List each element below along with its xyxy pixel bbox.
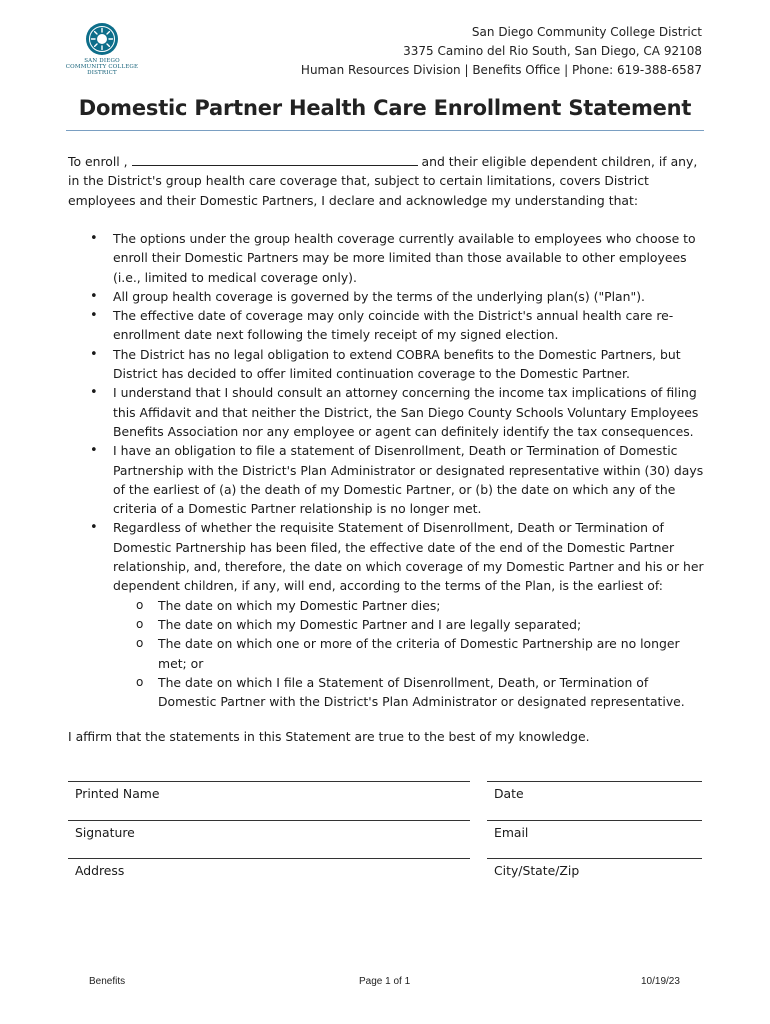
address-field[interactable]	[68, 858, 470, 859]
city-state-zip-label: City/State/Zip	[494, 863, 580, 878]
list-item-text: All group health coverage is governed by the terms of the underlying plan(s) ("Plan").	[113, 288, 645, 304]
address-label: Address	[75, 863, 125, 878]
email-field[interactable]	[487, 820, 702, 821]
sub-list-item-text: The date on which my Domestic Partner and I are legally separated;	[158, 616, 582, 632]
document-title: Domestic Partner Health Care Enrollment Statement	[78, 96, 692, 120]
logo-line: SAN DIEGO	[84, 58, 120, 64]
list-item	[68, 229, 708, 287]
printed-name-field[interactable]	[68, 781, 470, 782]
intro-suffix: and their eligible dependent children, if any, in the District's group health care coverage that, subject to certain limitations, covers District employees and their Domestic Partners, I declare and acknowledge my understanding that:	[68, 154, 698, 208]
logo-line: DISTRICT	[87, 70, 117, 76]
list-item-text: Regardless of whether the requisite Statement of Disenrollment, Death or Termination of Domestic Partnership has been filed, the effective date of the end of the Domestic Partner relationship, and, therefore, the date on which coverage of my Domestic Partner and his or her dependent children, if any, will end, according to the terms of the Plan, is the earliest of:	[113, 520, 704, 594]
sub-list-item	[113, 634, 708, 673]
district-address: 3375 Camino del Rio South, San Diego, CA 92108	[403, 44, 702, 58]
printed-name-label: Printed Name	[75, 786, 160, 801]
end-date-sublist	[113, 596, 708, 712]
sub-list-item-text: The date on which my Domestic Partner dies;	[158, 597, 441, 613]
title-divider	[66, 130, 704, 131]
list-item-text: The effective date of coverage may only coincide with the District's annual health care re-enrollment date next following the timely receipt of my signed election.	[113, 308, 674, 343]
signature-field[interactable]	[68, 820, 470, 821]
footer-department: Benefits	[89, 976, 126, 987]
intro-prefix: To enroll ,	[68, 154, 128, 169]
footer-date: 10/19/23	[641, 976, 680, 987]
list-item	[68, 441, 708, 518]
list-item	[68, 287, 708, 306]
list-item-text: The options under the group health coverage currently available to employees who choose to enroll their Domestic Partners may be more limited than those available to other employees (i.e., limited to medical coverage only).	[113, 231, 696, 285]
list-item	[68, 383, 708, 441]
intro-paragraph	[68, 152, 708, 210]
list-item-text: I understand that I should consult an attorney concerning the income tax implications of filing this Affidavit and that neither the District, the San Diego County Schools Voluntary Employees Benefits Association nor any employee or agent can definitely identify the tax consequences.	[113, 385, 699, 439]
sub-list-item-text: The date on which I file a Statement of Disenrollment, Death, or Termination of Domestic Partner with the District's Plan Administrator or designated representative.	[158, 674, 685, 710]
affirmation-statement: I affirm that the statements in this Statement are true to the best of my knowledge.	[68, 729, 590, 744]
footer-page-number: Page 1 of 1	[359, 976, 411, 987]
date-label: Date	[494, 786, 524, 801]
city-state-zip-field[interactable]	[487, 858, 702, 859]
list-item	[68, 306, 708, 345]
list-item-text: The District has no legal obligation to extend COBRA benefits to the Domestic Partners, but District has decided to offer limited continuation coverage to the Domestic Partner.	[113, 346, 681, 382]
logo-line: COMMUNITY COLLEGE	[65, 64, 139, 70]
sub-list-item	[113, 615, 708, 634]
list-item-text: I have an obligation to file a statement of Disenrollment, Death or Termination of Domestic Partnership with the District's Plan Administrator or designated representative within (30) days of the earliest of (a) the death of my Domestic Partner, or (b) the date on which any of the criteria of a Domestic Partner relationship is no longer met.	[113, 443, 704, 517]
email-label: Email	[494, 825, 529, 840]
district-logo	[62, 22, 142, 76]
enrollee-name-blank[interactable]	[132, 153, 418, 166]
date-field[interactable]	[487, 781, 702, 782]
header-contact-block	[301, 23, 702, 80]
sub-list-item	[113, 673, 708, 712]
division-contact: Human Resources Division | Benefits Office | Phone: 619-388-6587	[300, 63, 702, 77]
list-item	[68, 345, 708, 384]
list-item	[68, 518, 708, 711]
sub-list-item	[113, 596, 708, 615]
logo-text	[62, 58, 142, 76]
sub-list-item-text: The date on which one or more of the criteria of Domestic Partnership are no longer met; or	[158, 636, 680, 671]
district-name: San Diego Community College District	[471, 25, 702, 39]
acknowledgement-list	[68, 229, 708, 711]
signature-label: Signature	[75, 825, 135, 840]
logo-emblem-icon	[85, 22, 119, 56]
